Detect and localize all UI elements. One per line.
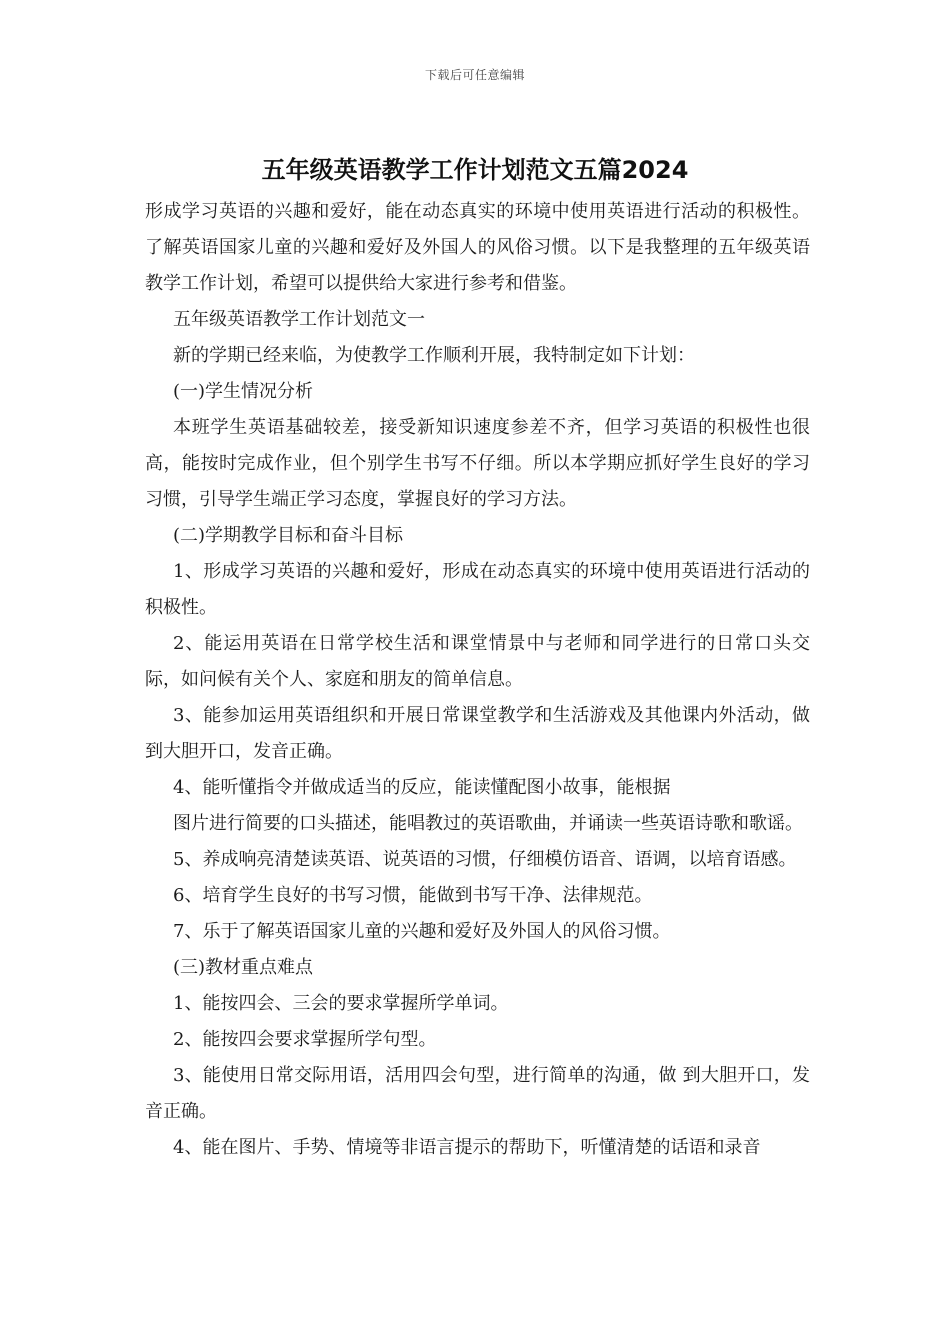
body-paragraph: 2、能运用英语在日常学校生活和课堂情景中与老师和同学进行的日常口头交际，如问候有关个人、家庭和朋友的简单信息。	[145, 633, 810, 690]
body-paragraph: 新的学期已经来临，为使教学工作顺利开展，我特制定如下计划：	[173, 345, 695, 366]
body-paragraph: (三)教材重点难点	[173, 957, 314, 978]
body-paragraph: 图片进行简要的口头描述，能唱教过的英语歌曲，并诵读一些英语诗歌和歌谣。	[173, 813, 803, 834]
header-note: 下载后可任意编辑	[424, 68, 525, 82]
body-paragraph: 2、能按四会要求掌握所学句型。	[173, 1029, 437, 1050]
body-paragraph: 五年级英语教学工作计划范文一	[173, 309, 425, 330]
body-paragraph: (一)学生情况分析	[173, 381, 314, 402]
body-paragraph: 6、培育学生良好的书写习惯，能做到书写干净、法律规范。	[173, 885, 653, 906]
body-paragraph: 3、能参加运用英语组织和开展日常课堂教学和生活游戏及其他课内外活动，做到大胆开口，发音正确。	[145, 705, 810, 762]
body-paragraph: 1、形成学习英语的兴趣和爱好，形成在动态真实的环境中使用英语进行活动的积极性。	[145, 561, 810, 618]
document-body	[145, 194, 810, 1166]
document-title: 五年级英语教学工作计划范文五篇2024	[261, 156, 689, 184]
body-paragraph: 7、乐于了解英语国家儿童的兴趣和爱好及外国人的风俗习惯。	[173, 921, 671, 942]
body-paragraph: 4、能听懂指令并做成适当的反应，能读懂配图小故事，能根据	[173, 777, 671, 798]
body-paragraph: 形成学习英语的兴趣和爱好，能在动态真实的环境中使用英语进行活动的积极性。了解英语国家儿童的兴趣和爱好及外国人的风俗习惯。以下是我整理的五年级英语教学工作计划，希望可以提供给大家进行参考和借鉴。	[145, 201, 810, 294]
body-paragraph: 5、养成响亮清楚读英语、说英语的习惯，仔细模仿语音、语调，以培育语感。	[173, 849, 797, 870]
body-paragraph: 3、能使用日常交际用语，活用四会句型，进行简单的沟通，做 到大胆开口，发音正确。	[145, 1065, 810, 1122]
body-paragraph: 本班学生英语基础较差，接受新知识速度参差不齐，但学习英语的积极性也很高，能按时完成作业，但个别学生书写不仔细。所以本学期应抓好学生良好的学习习惯，引导学生端正学习态度，掌握良好的学习方法。	[145, 417, 810, 510]
body-paragraph: 1、能按四会、三会的要求掌握所学单词。	[173, 993, 509, 1014]
body-paragraph: 4、能在图片、手势、情境等非语言提示的帮助下，听懂清楚的话语和录音	[173, 1137, 761, 1158]
body-paragraph: (二)学期教学目标和奋斗目标	[173, 525, 404, 546]
